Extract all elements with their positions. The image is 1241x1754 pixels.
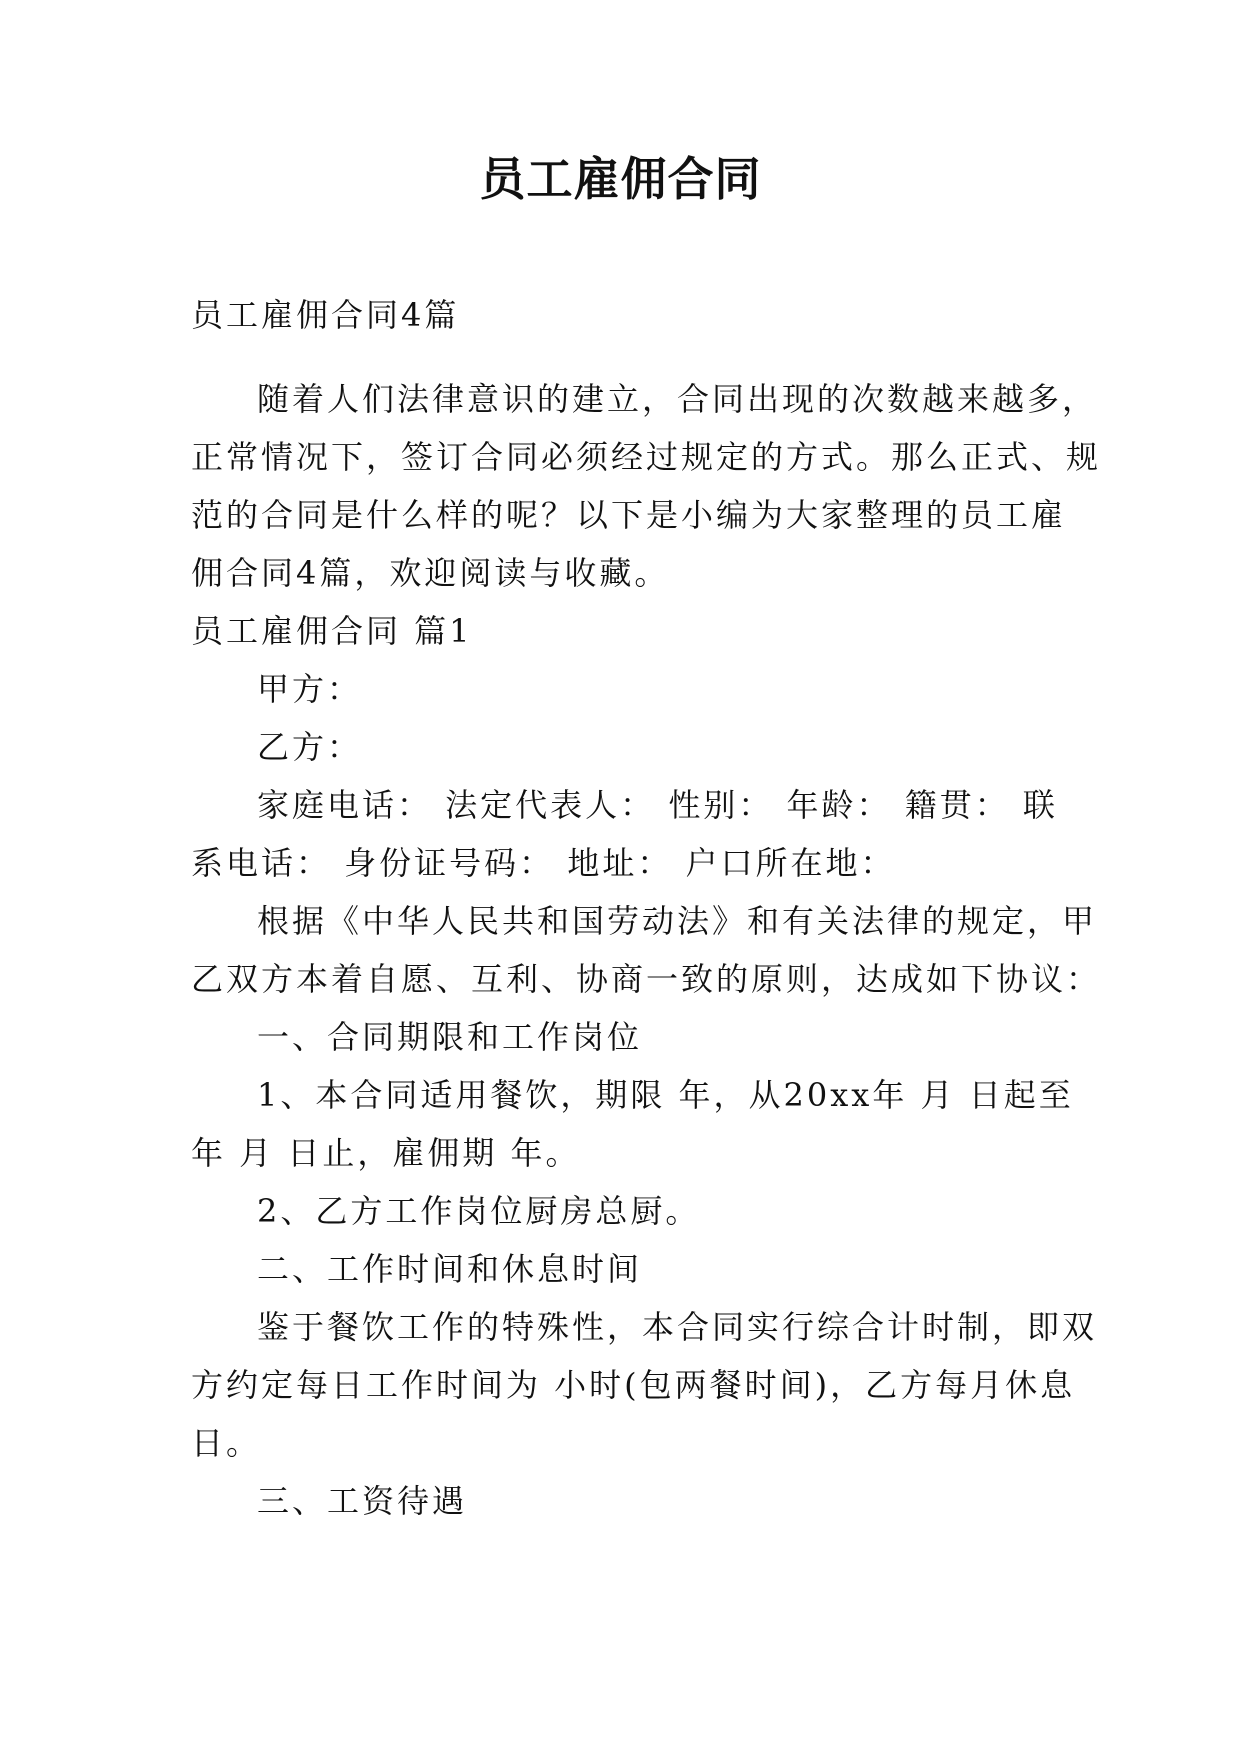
clause-line: 方约定每日工作时间为 小时(包两餐时间)，乙方每月休息: [191, 1366, 1076, 1404]
clause-heading: 一、合同期限和工作岗位: [257, 1018, 643, 1056]
paragraph-line: 乙双方本着自愿、互利、协商一致的原则，达成如下协议：: [191, 960, 1102, 998]
spacer: [191, 344, 1056, 370]
clause-line: 2、乙方工作岗位厨房总厨。: [257, 1192, 701, 1230]
subtitle-line: 员工雇佣合同4篇: [191, 296, 460, 334]
paragraph-line: 随着人们法律意识的建立，合同出现的次数越来越多，: [257, 380, 1098, 418]
paragraph-line: 根据《中华人民共和国劳动法》和有关法律的规定，甲: [257, 902, 1098, 940]
paragraph-line: 范的合同是什么样的呢？以下是小编为大家整理的员工雇: [191, 496, 1067, 534]
party-a-line: 甲方：: [257, 670, 363, 708]
clause-line: 鉴于餐饮工作的特殊性，本合同实行综合计时制，即双: [257, 1308, 1098, 1346]
document-title: 员工雇佣合同: [479, 152, 762, 206]
clause-line: 1、本合同适用餐饮，期限 年，从20xx年 月 日起至: [257, 1076, 1074, 1114]
contact-fields-line: 家庭电话： 法定代表人： 性别： 年龄： 籍贯： 联: [257, 786, 1058, 824]
clause-heading: 三、工资待遇: [257, 1482, 468, 1520]
party-b-line: 乙方：: [257, 728, 363, 766]
section-heading: 员工雇佣合同 篇1: [191, 612, 473, 650]
paragraph-line: 佣合同4篇，欢迎阅读与收藏。: [191, 554, 670, 592]
contact-fields-line: 系电话： 身份证号码： 地址： 户口所在地：: [191, 844, 896, 882]
clause-heading: 二、工作时间和休息时间: [257, 1250, 643, 1288]
clause-line: 年 月 日止，雇佣期 年。: [191, 1134, 581, 1172]
clause-line: 日。: [191, 1424, 262, 1462]
paragraph-line: 正常情况下，签订合同必须经过规定的方式。那么正式、规: [191, 438, 1102, 476]
document-body: [191, 286, 1102, 1530]
